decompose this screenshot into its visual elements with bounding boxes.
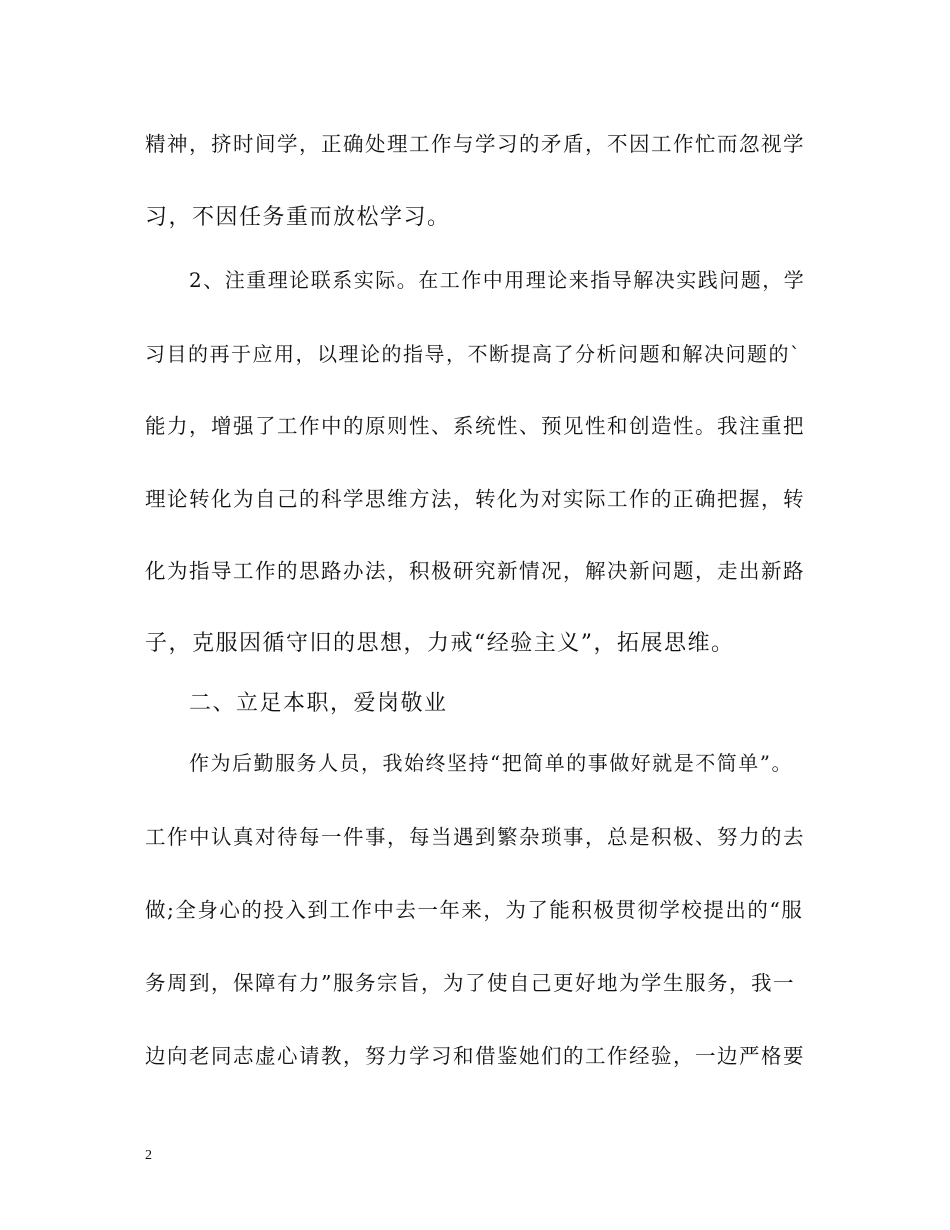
text-line: 能力，增强了工作中的原则性、系统性、预见性和创造性。我注重把 xyxy=(145,414,805,438)
text-line: 工作中认真对待每一件事，每当遇到繁杂琐事，总是积极、努力的去 xyxy=(145,825,805,849)
text-line: 做;全身心的投入到工作中去一年来，为了能积极贯彻学校提出的“服 xyxy=(145,898,804,922)
text-line: 化为指导工作的思路办法，积极研究新情况，解决新问题，走出新路 xyxy=(145,559,805,583)
text-line: 务周到，保障有力”服务宗旨，为了使自己更好地为学生服务，我一 xyxy=(145,971,795,995)
text-line: 2、注重理论联系实际。在工作中用理论来指导解决实践问题，学 xyxy=(189,268,806,292)
text-line: 习，不因任务重而放松学习。 xyxy=(145,205,451,230)
text-line: 作为后勤服务人员，我始终坚持“把简单的事做好就是不简单”。 xyxy=(189,751,793,775)
text-line: 精神，挤时间学，正确处理工作与学习的矛盾，不因工作忙而忽视学 xyxy=(145,132,805,156)
page-number: 2 xyxy=(145,1148,152,1163)
text-line: 习目的再于应用，以理论的指导，不断提高了分析问题和解决问题的` xyxy=(145,342,802,366)
text-line: 子，克服因循守旧的思想，力戒“经验主义”，拓展思维。 xyxy=(145,631,735,656)
section-heading: 二、立足本职，爱岗敬业 xyxy=(189,691,448,716)
text-line: 边向老同志虚心请教，努力学习和借鉴她们的工作经验，一边严格要 xyxy=(145,1044,805,1068)
text-line: 理论转化为自己的科学思维方法，转化为对实际工作的正确把握，转 xyxy=(145,487,805,511)
